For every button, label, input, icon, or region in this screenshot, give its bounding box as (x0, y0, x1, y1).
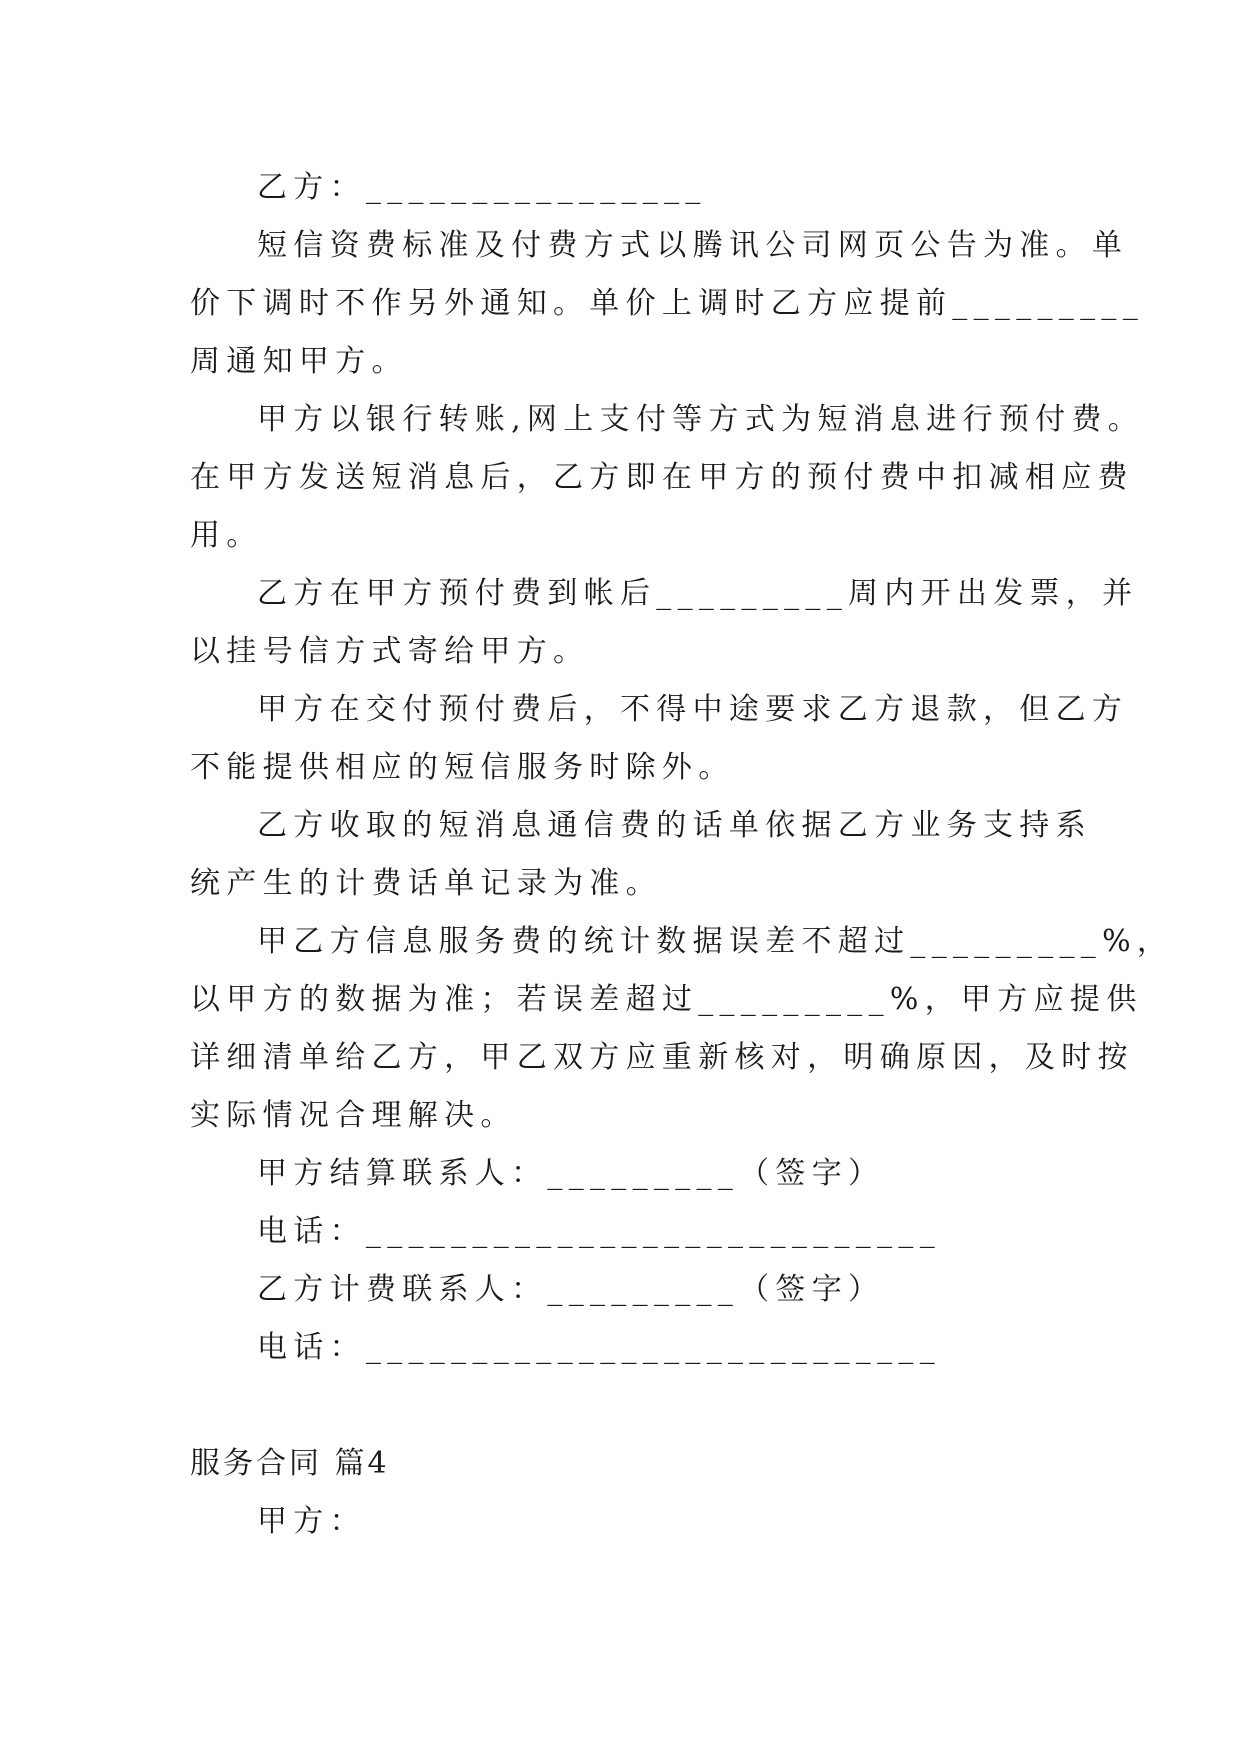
paragraph-line: 用。 (190, 518, 263, 553)
paragraph-line: 实际情况合理解决。 (190, 1098, 517, 1133)
paragraph-line: 在甲方发送短消息后，乙方即在甲方的预付费中扣减相应费 (190, 460, 1134, 495)
paragraph-line: 不能提供相应的短信服务时除外。 (190, 750, 735, 785)
paragraph-line: 乙方收取的短消息通信费的话单依据乙方业务支持系 (257, 808, 1092, 843)
paragraph-line: 以挂号信方式寄给甲方。 (190, 634, 590, 669)
party-a-line: 甲方： (257, 1504, 366, 1539)
party-b-line: 乙方：________________ (257, 170, 707, 205)
party-b-contact-line: 乙方计费联系人：_________（签字） (257, 1272, 885, 1307)
party-b-phone-line: 电话：___________________________ (257, 1330, 941, 1365)
paragraph-line: 甲方以银行转账,网上支付等方式为短消息进行预付费。 (257, 402, 1145, 437)
paragraph-line: 统产生的计费话单记录为准。 (190, 866, 662, 901)
paragraph-line: 乙方在甲方预付费到帐后_________周内开出发票，并 (257, 576, 1139, 611)
paragraph-line: 短信资费标准及付费方式以腾讯公司网页公告为准。单 (257, 228, 1129, 263)
paragraph-line: 周通知甲方。 (190, 344, 408, 379)
paragraph-line: 甲乙方信息服务费的统计数据误差不超过_________%， (257, 924, 1174, 959)
paragraph-line: 甲方在交付预付费后，不得中途要求乙方退款，但乙方 (257, 692, 1129, 727)
section-heading: 服务合同 篇4 (190, 1446, 390, 1481)
paragraph-line: 以甲方的数据为准；若误差超过_________%，甲方应提供 (190, 982, 1143, 1017)
paragraph-line: 详细清单给乙方，甲乙双方应重新核对，明确原因，及时按 (190, 1040, 1134, 1075)
paragraph-line: 价下调时不作另外通知。单价上调时乙方应提前_________ (190, 286, 1144, 321)
party-a-phone-line: 电话：___________________________ (257, 1214, 941, 1249)
party-a-contact-line: 甲方结算联系人：_________（签字） (257, 1156, 885, 1191)
